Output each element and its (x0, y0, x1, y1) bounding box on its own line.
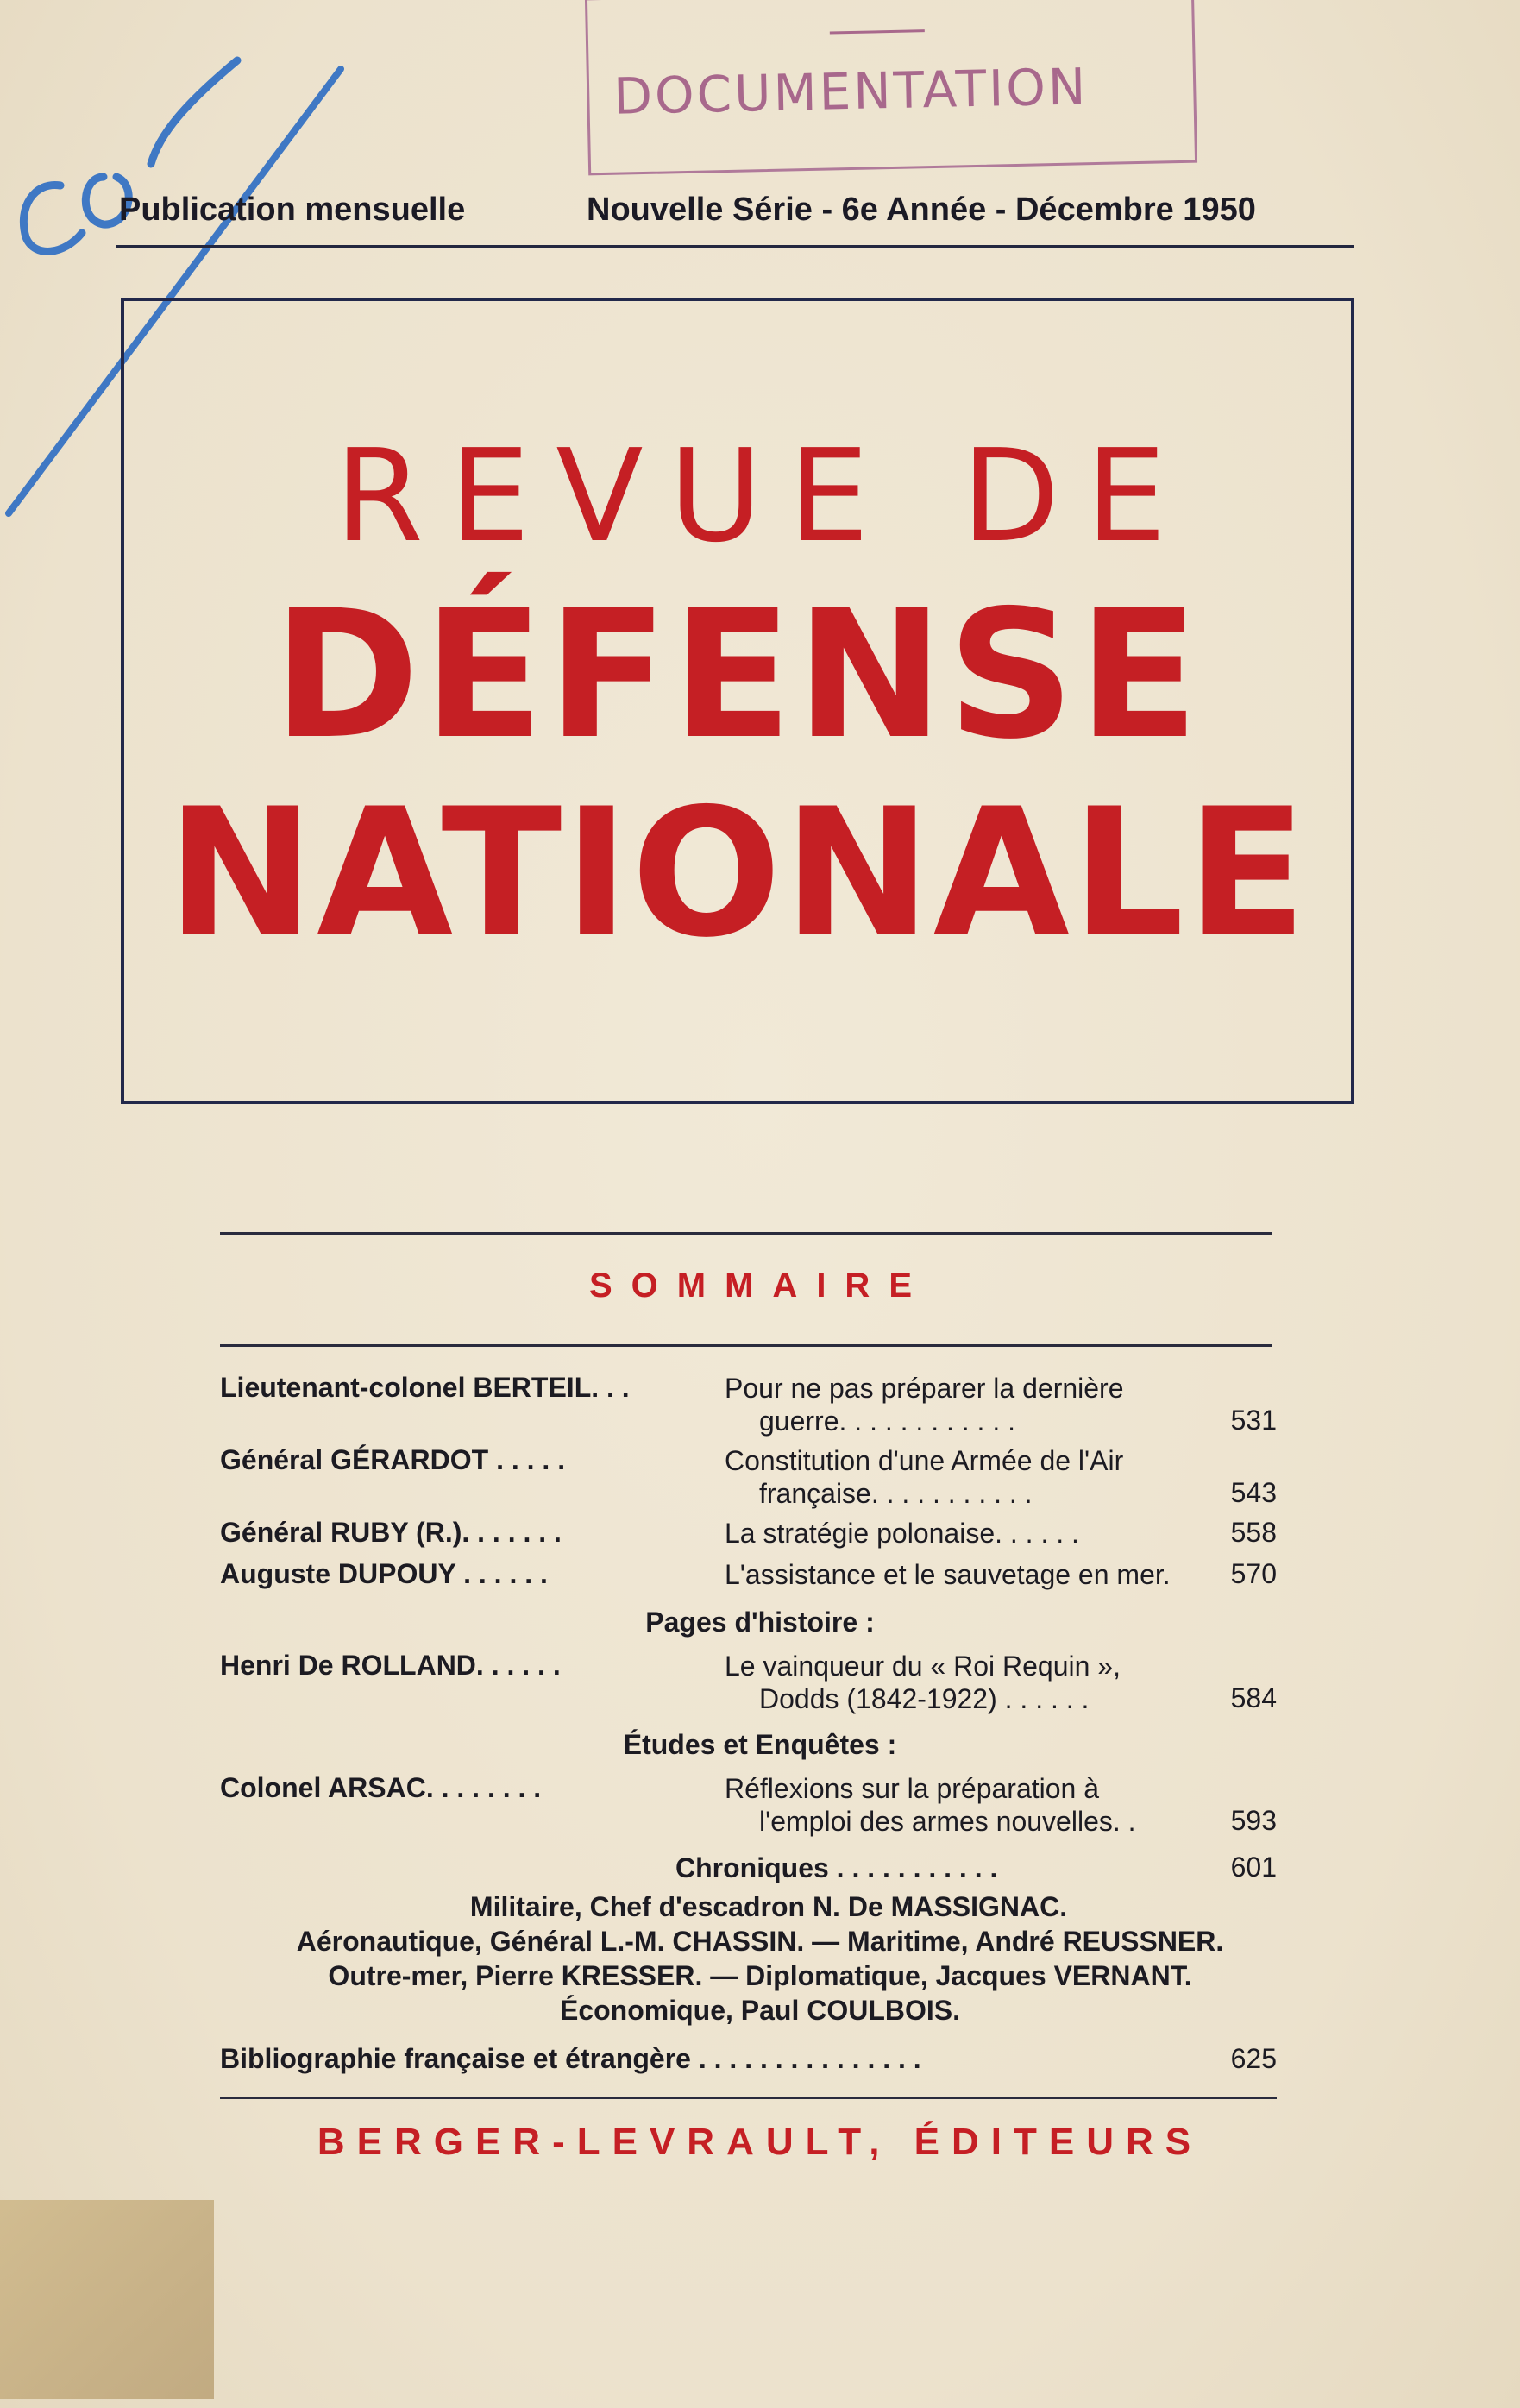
chronicle-line: Militaire, Chef d'escadron N. De MASSIGNAC. (469, 1891, 1068, 1922)
series-issue-date: Nouvelle Série - 6e Année - Décembre 1950 (587, 192, 1256, 228)
toc-title (725, 1558, 1203, 1591)
toc-title (725, 1444, 1203, 1510)
toc-author: Général RUBY (R.). . . . . . . (220, 1517, 562, 1548)
publisher-rule (220, 2097, 1277, 2099)
publisher-name: BERGER-LEVRAULT, ÉDITEURS (317, 2121, 1203, 2163)
toc-title (725, 1772, 1203, 1838)
toc-title-line: Le vainqueur du « Roi Requin », (725, 1650, 1121, 1682)
documentation-stamp (585, 0, 1197, 175)
toc-page: 570 (1230, 1558, 1277, 1589)
publication-frequency: Publication mensuelle (119, 192, 466, 228)
toc-title-line: Réflexions sur la préparation à (725, 1773, 1100, 1804)
toc-title-line: française. . . . . . . . . . . (759, 1478, 1033, 1509)
toc-title (725, 1650, 1203, 1715)
toc-author: Auguste DUPOUY . . . . . . (220, 1558, 548, 1589)
chronicle-line: Aéronautique, Général L.-M. CHASSIN. — Maritime, André REUSSNER. (296, 1926, 1224, 1957)
toc-title-line: L'assistance et le sauvetage en mer. (725, 1559, 1171, 1590)
toc-title (725, 1372, 1203, 1437)
toc-author: Lieutenant-colonel BERTEIL. . . (220, 1372, 630, 1403)
title-line-2: DÉFENSE (273, 573, 1203, 778)
stamp-text: DOCUMENTATION (612, 57, 1089, 126)
toc-page: 593 (1230, 1805, 1277, 1836)
history-heading: Pages d'histoire : (645, 1606, 875, 1638)
sommaire-rule-bottom (220, 1344, 1272, 1347)
toc-page: 584 (1230, 1682, 1277, 1713)
toc-title-line: Constitution d'une Armée de l'Air (725, 1445, 1124, 1476)
toc-author: Colonel ARSAC. . . . . . . . (220, 1772, 542, 1803)
toc-title-line: guerre. . . . . . . . . . . . (759, 1405, 1015, 1437)
toc-page: 543 (1230, 1477, 1277, 1508)
title-box (121, 298, 1354, 1104)
header-rule (116, 245, 1354, 248)
toc-author: Général GÉRARDOT . . . . . (220, 1444, 566, 1475)
toc-title-line: Pour ne pas préparer la dernière (725, 1373, 1124, 1404)
toc-page: 625 (1230, 2043, 1277, 2074)
sommaire-heading: SOMMAIRE (589, 1267, 931, 1305)
title-line-3: NATIONALE (166, 771, 1309, 977)
toc-title (725, 1517, 1203, 1550)
toc-title-line: La stratégie polonaise. . . . . . (725, 1518, 1079, 1549)
library-label-patch (0, 2200, 214, 2399)
toc-page: 531 (1230, 1405, 1277, 1436)
toc-author: Henri De ROLLAND. . . . . . (220, 1650, 561, 1681)
sommaire-rule-top (220, 1232, 1272, 1235)
bibliography-label: Bibliographie française et étrangère . . . . . . . . . . . . . . . (220, 2043, 921, 2074)
toc-title-line: Dodds (1842-1922) . . . . . . (759, 1683, 1090, 1714)
toc-page: 558 (1230, 1517, 1277, 1548)
stamp-bar (830, 29, 925, 34)
title-line-1: REVUE DE (335, 422, 1192, 570)
chronicle-line: Outre-mer, Pierre KRESSER. — Diplomatique, Jacques VERNANT. (328, 1960, 1192, 1991)
studies-heading: Études et Enquêtes : (623, 1729, 897, 1760)
chronicle-line: Économique, Paul COULBOIS. (559, 1995, 961, 2026)
toc-page: 601 (1230, 1852, 1277, 1883)
toc-title-line: l'emploi des armes nouvelles. . (759, 1806, 1136, 1837)
chroniques-label: Chroniques . . . . . . . . . . . (675, 1852, 998, 1883)
